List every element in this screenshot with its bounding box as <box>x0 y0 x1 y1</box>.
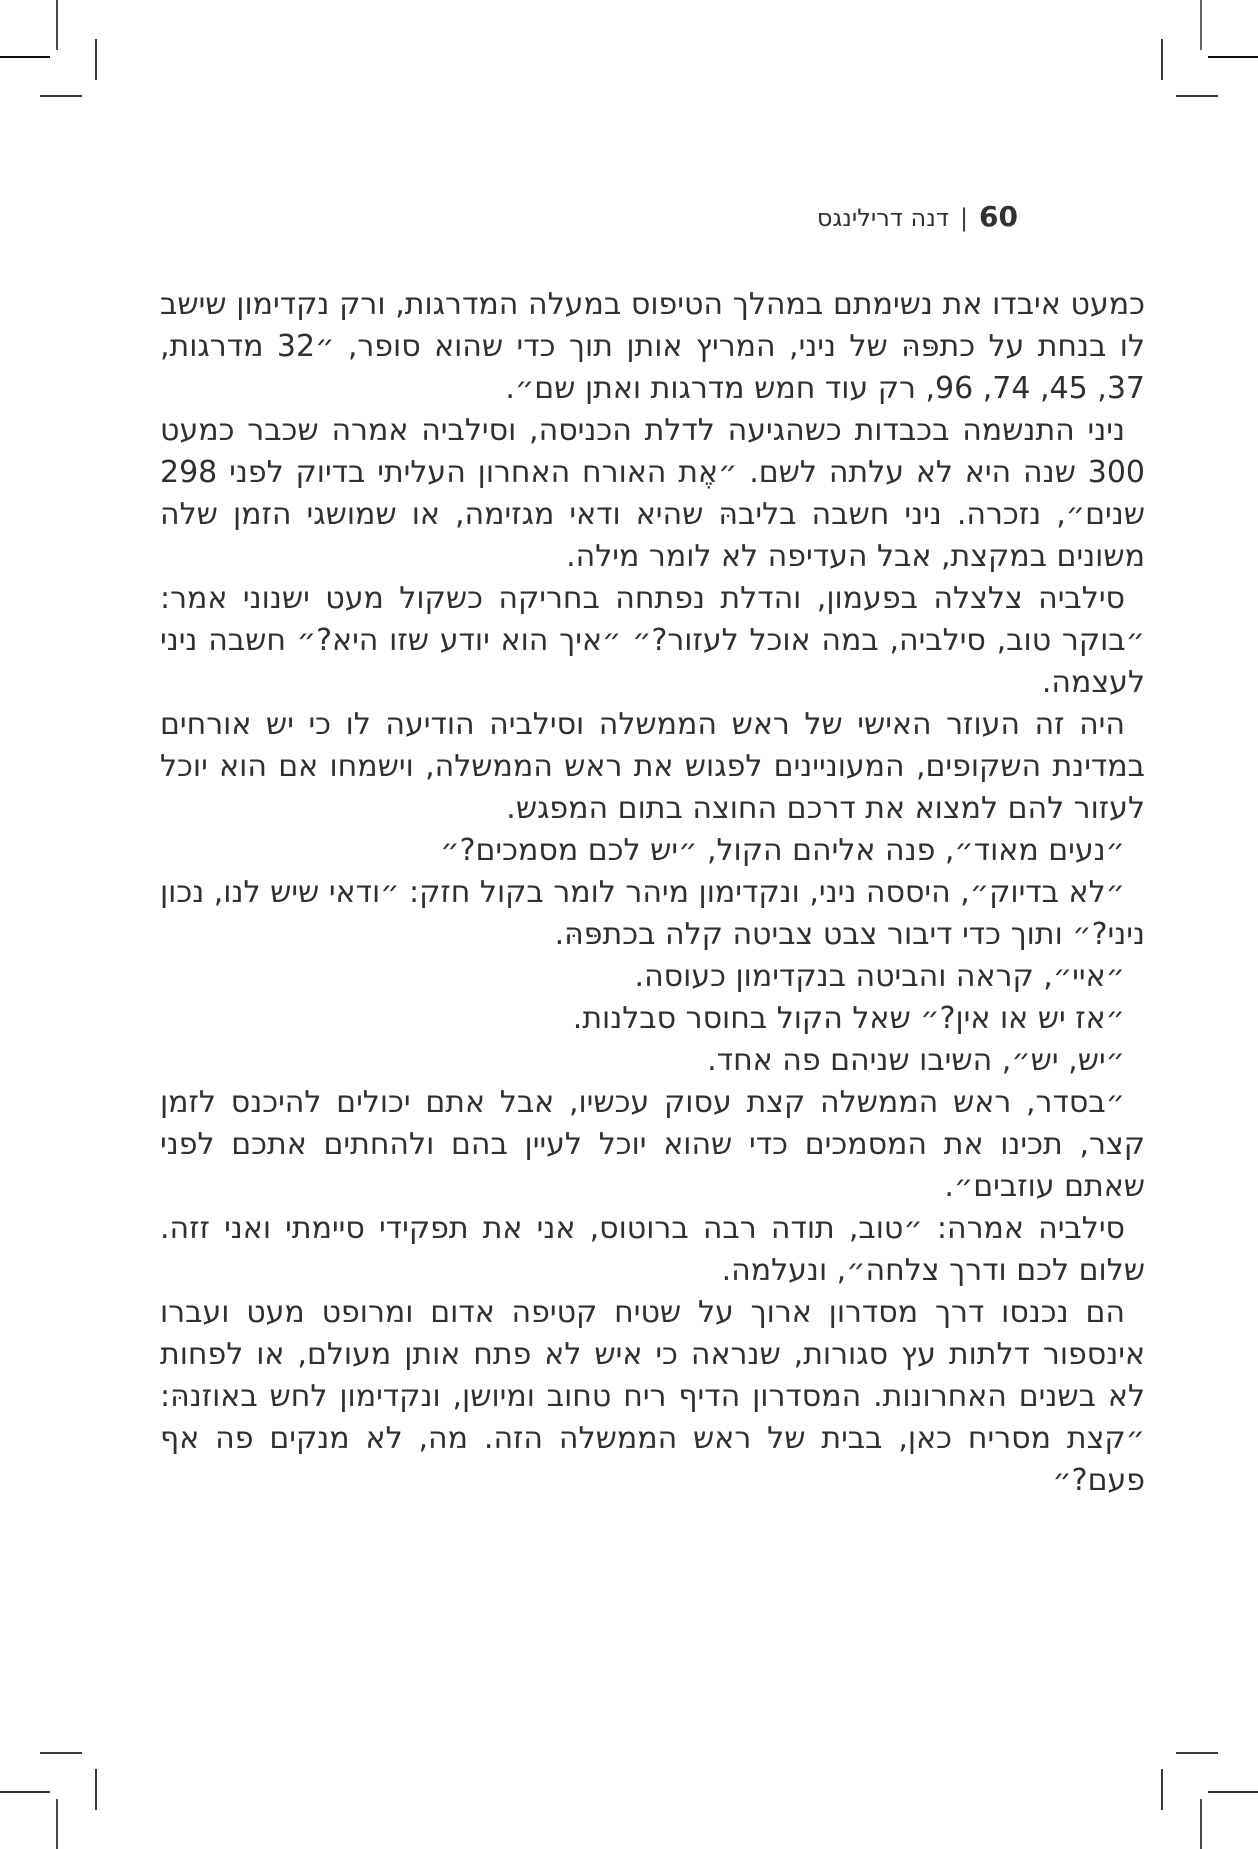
crop-mark-bottom-left-vertical-outer <box>56 1799 58 1849</box>
header-separator: | <box>959 204 969 232</box>
author-name: דנה דרילינגס <box>816 204 949 232</box>
page-number: 60 <box>979 200 1018 233</box>
crop-mark-bottom-left-vertical-inner <box>95 1769 97 1810</box>
paragraph: היה זה העוזר האישי של ראש הממשלה וסילביה הודיעה לו כי יש אורחים במדינת השקופים, המעוניינים לפגוש את ראש הממשלה, וישמחו אם הוא יוכל לעזור להם למצוא את דרכם החוצה בתום המפגש. <box>160 707 1145 826</box>
running-head <box>817 201 1018 234</box>
paragraph: ״לא בדיוק״, היססה ניני, ונקדימון מיהר לומר בקול חזק: ״ודאי שיש לנו, נכון ניני?״ ותוך כדי דיבור צבט צביטה קלה בכתפּהּ. <box>160 875 1145 952</box>
crop-mark-top-right-vertical-outer <box>1200 0 1202 50</box>
paragraph: סילביה אמרה: ״טוב, תודה רבה ברוטוס, אני את תפקידי סיימתי ואני זזה. שלום לכם ודרך צלחה״, ונעלמה. <box>160 1211 1145 1288</box>
crop-mark-top-left-vertical-inner <box>95 39 97 80</box>
paragraph: סילביה צלצלה בפעמון, והדלת נפתחה בחריקה כשקול מעט ישנוני אמר: ״בוקר טוב, סילביה, במה אוכל לעזור?״ ״איך הוא יודע שזו היא?״ חשבה ניני לעצמה. <box>160 581 1145 700</box>
crop-mark-bottom-left-horizontal-outer <box>0 1791 50 1793</box>
crop-mark-bottom-right-vertical-inner <box>1161 1769 1163 1810</box>
paragraph: כמעט איבדו את נשימתם במהלך הטיפוס במעלה המדרגות, ורק נקדימון שישב לו בנחת על כתפּהּ של ניני, המריץ אותן תוך כדי שהוא סופר, ״32 מדרגות, 37, 45, 74, 96, רק עוד חמש מדרגות ואתן שם״. <box>160 287 1145 406</box>
crop-mark-top-left-horizontal-inner <box>40 95 82 97</box>
crop-mark-top-left-horizontal-outer <box>0 56 50 58</box>
crop-mark-bottom-left-horizontal-inner <box>40 1752 82 1754</box>
paragraph: הם נכנסו דרך מסדרון ארוך על שטיח קטיפה אדום ומרופט מעט ועברו אינספור דלתות עץ סגורות, שנראה כי איש לא פתח אותן מעולם, או לפחות לא בשנים האחרונות. המסדרון הדיף ריח טחוב ומיושן, ונקדימון לחש באוזנהּ: ״קצת מסריח כאן, בבית של ראש הממשלה הזה. מה, לא מנקים פה אף פעם?״ <box>160 1295 1145 1498</box>
crop-mark-top-right-horizontal-outer <box>1208 56 1258 58</box>
crop-mark-bottom-right-vertical-outer <box>1200 1799 1202 1849</box>
crop-mark-bottom-right-horizontal-outer <box>1208 1791 1258 1793</box>
crop-mark-top-left-vertical-outer <box>56 0 58 50</box>
crop-mark-top-right-horizontal-inner <box>1176 95 1218 97</box>
crop-mark-bottom-right-horizontal-inner <box>1176 1752 1218 1754</box>
paragraph: ״יש, יש״, השיבו שניהם פה אחד. <box>707 1043 1125 1078</box>
body-text <box>160 284 1145 1502</box>
paragraph: ״בסדר, ראש הממשלה קצת עסוק עכשיו, אבל אתם יכולים להיכנס לזמן קצר, תכינו את המסמכים כדי שהוא יוכל לעיין בהם ולהחתים אתכם לפני שאתם עוזבים״. <box>160 1085 1145 1204</box>
paragraph: ״נעים מאוד״, פנה אליהם הקול, ״יש לכם מסמכים?״ <box>440 833 1125 868</box>
crop-mark-top-right-vertical-inner <box>1161 39 1163 80</box>
paragraph: ״אז יש או אין?״ שאל הקול בחוסר סבלנות. <box>572 1001 1125 1036</box>
paragraph: ניני התנשמה בכבדות כשהגיעה לדלת הכניסה, וסילביה אמרה שכבר כמעט 300 שנה היא לא עלתה לשם. ״אֶת האורח האחרון העליתי בדיוק לפני 298 שנים״, נזכרה. ניני חשבה בליבהּ שהיא ודאי מגזימה, או שמושגי הזמן שלה משונים במקצת, אבל העדיפה לא לומר מילה. <box>160 413 1145 574</box>
paragraph: ״איי״, קראה והביטה בנקדימון כעוסה. <box>634 959 1125 994</box>
